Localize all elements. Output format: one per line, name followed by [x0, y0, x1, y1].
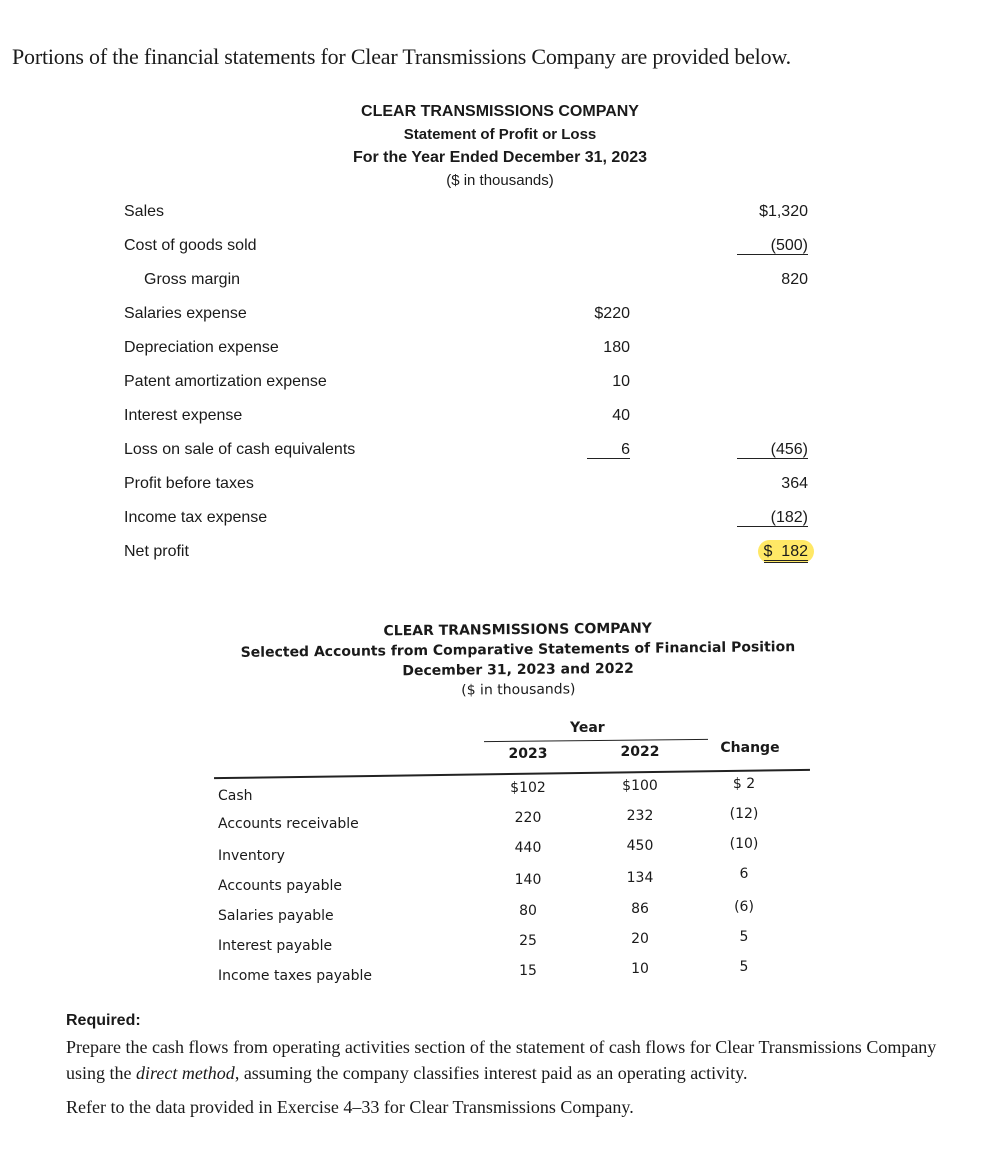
row-label: Interest expense — [124, 407, 243, 424]
exercise-reference: Refer to the data provided in Exercise 4–33 for Clear Transmissions Company. — [66, 1097, 634, 1117]
table-row — [124, 339, 824, 365]
value-change: 5 — [739, 929, 749, 945]
table-row — [214, 899, 814, 931]
row-label: Cost of goods sold — [124, 237, 257, 254]
value-2022: 86 — [631, 901, 649, 917]
required-heading: Required: — [66, 1012, 141, 1029]
row-label: Gross margin — [144, 271, 241, 288]
value-2023: 440 — [514, 840, 542, 856]
amount-col2: $1,320 — [759, 203, 808, 220]
intro-text: Portions of the financial statements for Clear Transmissions Company are provided below. — [12, 44, 791, 69]
row-label: Depreciation expense — [124, 339, 279, 356]
value-change: (12) — [729, 806, 759, 822]
table-row — [214, 776, 814, 808]
table-row — [124, 509, 824, 535]
table-row — [124, 543, 824, 569]
col-header-2022: 2022 — [620, 744, 660, 760]
leader-dots — [124, 214, 464, 215]
table-row — [124, 407, 824, 433]
net-profit-amount: $ 182 — [764, 543, 808, 563]
col-header-change: Change — [720, 740, 780, 756]
row-label: Income tax expense — [124, 509, 268, 526]
value-2022: $100 — [622, 778, 658, 794]
fp-company: CLEAR TRANSMISSIONS COMPANY — [383, 620, 652, 640]
value-2023: 140 — [514, 872, 542, 888]
pl-company: CLEAR TRANSMISSIONS COMPANY — [361, 103, 639, 120]
row-label: Loss on sale of cash equivalents — [124, 441, 356, 458]
row-label: Sales — [124, 203, 165, 220]
required-instructions: Prepare the cash flows from operating activities section of the statement of cash flows for Clear Transmissions Company using the direct method, assuming the company classifies interest paid as an operating activity. — [66, 1037, 937, 1083]
amount-col1: 6 — [587, 441, 630, 459]
row-label: Cash — [218, 788, 253, 804]
net-profit-highlight — [758, 540, 814, 563]
amount-col2: (456) — [737, 441, 808, 459]
profit-loss-header — [300, 100, 700, 192]
amount-col2: 820 — [781, 271, 808, 288]
value-2022: 134 — [626, 870, 654, 886]
value-2023: $102 — [510, 780, 546, 796]
year-header: Year — [570, 720, 605, 736]
table-row — [124, 373, 824, 399]
value-2023: 15 — [519, 963, 537, 979]
value-change: $ 2 — [732, 776, 756, 792]
amount-col1: 40 — [612, 407, 630, 424]
pl-period: For the Year Ended December 31, 2023 — [352, 149, 648, 166]
row-label: Income taxes payable — [218, 968, 372, 984]
row-label: Accounts payable — [218, 878, 342, 894]
value-change: 5 — [739, 959, 749, 975]
table-row — [124, 305, 824, 331]
value-change: 6 — [739, 866, 749, 882]
direct-method-emphasis: direct method — [136, 1063, 235, 1083]
table-row — [214, 959, 814, 991]
value-2022: 232 — [626, 808, 654, 824]
table-row — [214, 836, 814, 868]
amount-col1: 180 — [603, 339, 630, 356]
row-label: Accounts receivable — [218, 816, 359, 832]
value-2023: 25 — [519, 933, 537, 949]
value-change: (6) — [734, 899, 754, 915]
table-row — [214, 929, 814, 961]
row-label: Profit before taxes — [124, 475, 254, 492]
table-row — [214, 866, 814, 900]
pl-units: ($ in thousands) — [446, 172, 554, 189]
row-label: Inventory — [218, 848, 285, 864]
row-label: Salaries payable — [218, 908, 334, 924]
leader-dots — [218, 798, 468, 799]
fp-units: ($ in thousands) — [461, 681, 576, 699]
table-row — [124, 237, 824, 263]
amount-col1: $220 — [594, 305, 630, 322]
table-row — [124, 271, 824, 297]
value-2023: 220 — [514, 810, 542, 826]
table-row — [124, 441, 824, 467]
amount-col1: 10 — [612, 373, 630, 390]
row-label: Patent amortization expense — [124, 373, 327, 390]
row-label: Net profit — [124, 543, 189, 560]
table-row — [214, 806, 814, 838]
col-header-2023: 2023 — [508, 746, 548, 762]
financial-position-header — [238, 617, 799, 703]
pl-title: Statement of Profit or Loss — [403, 126, 597, 143]
required-section — [66, 1008, 966, 1120]
row-label: Salaries expense — [124, 305, 247, 322]
amount-col2: 364 — [781, 475, 808, 492]
value-2022: 20 — [631, 931, 649, 947]
fp-period: December 31, 2023 and 2022 — [402, 660, 634, 680]
amount-col2: (182) — [737, 509, 808, 527]
table-row — [124, 203, 824, 229]
value-2022: 450 — [626, 838, 654, 854]
value-change: (10) — [729, 836, 759, 852]
value-2022: 10 — [631, 961, 649, 977]
value-2023: 80 — [519, 903, 537, 919]
table-row — [124, 475, 824, 501]
fp-title: Selected Accounts from Comparative Statements of Financial Position — [240, 639, 796, 661]
amount-col2: (500) — [737, 237, 808, 255]
row-label: Interest payable — [218, 938, 333, 954]
year-rule — [484, 739, 708, 742]
